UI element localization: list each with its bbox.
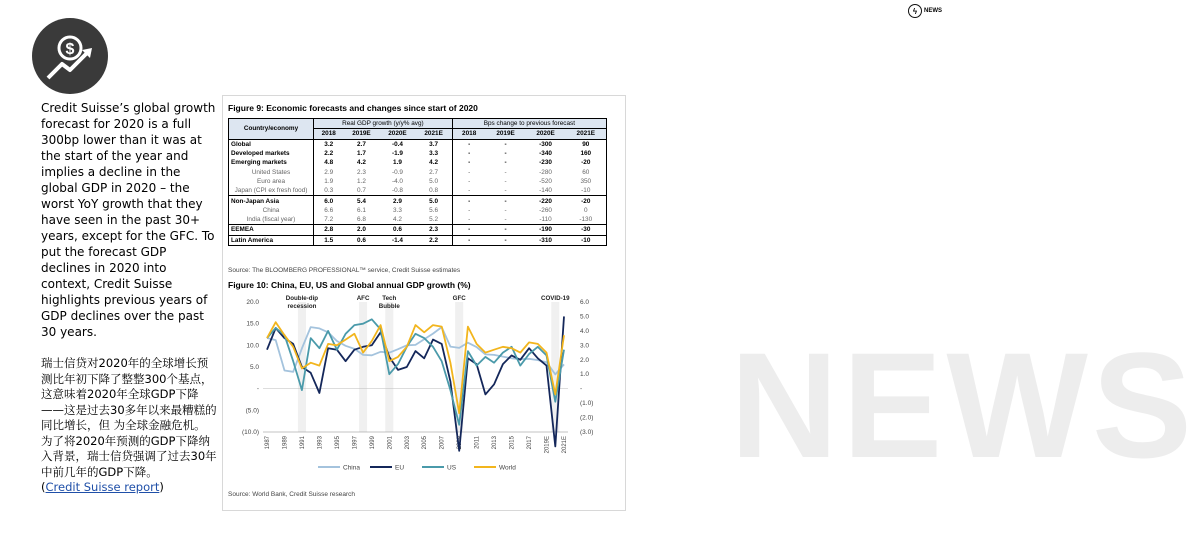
right-tick-label: 3.0	[580, 342, 590, 350]
table-cell: 350	[580, 177, 592, 185]
brand-logo[interactable]	[908, 4, 942, 18]
x-tick-label: 2003	[404, 436, 411, 450]
table-cell: 4.2	[429, 159, 439, 167]
table-cell: -	[452, 167, 485, 176]
table-cell: -140	[539, 187, 552, 195]
table-cell: 2.7	[429, 168, 439, 176]
table-cell: 160	[580, 150, 592, 158]
group-real-gdp: Real GDP growth (y/y% avg)	[314, 119, 453, 129]
table-cell: -260	[539, 206, 552, 214]
table-row	[229, 177, 607, 186]
x-tick-label: 1993	[317, 436, 324, 450]
table-cell: 5.0	[415, 196, 452, 206]
table-cell: -4.0	[391, 177, 403, 185]
table-cell: -1.9	[391, 150, 403, 158]
table-cell: -	[452, 158, 485, 167]
table-cell: 1.7	[357, 150, 366, 158]
table-cell: -	[452, 139, 485, 149]
table-cell: -	[486, 139, 526, 149]
table-row	[229, 167, 607, 176]
row-label: Emerging markets	[231, 159, 287, 167]
table-row	[229, 158, 607, 167]
table-cell: 7.2	[314, 215, 344, 225]
credit-suisse-report-link[interactable]: Credit Suisse report	[45, 480, 160, 494]
table-row	[229, 225, 607, 235]
left-tick-label: 10.0	[246, 342, 259, 350]
table-row	[229, 206, 607, 215]
table-cell: 5.6	[429, 206, 439, 214]
row-label: China	[262, 206, 280, 214]
table-cell: 5.4	[343, 196, 379, 206]
annotation-label: Double-dip	[285, 295, 319, 302]
group-bps-change: Bps change to previous forecast	[452, 119, 606, 129]
table-cell: -1.4	[379, 235, 415, 245]
brand-name: NEWS	[924, 8, 942, 14]
table-cell: -0.8	[391, 187, 403, 195]
table-cell: -220	[526, 196, 566, 206]
table-cell: 6.1	[357, 206, 366, 214]
x-tick-label: 1997	[352, 436, 359, 450]
table-cell: -300	[526, 139, 566, 149]
table-cell: -	[504, 159, 507, 167]
table-cell: -	[452, 235, 485, 245]
table-cell: -	[486, 235, 526, 245]
row-label: Non-Japan Asia	[229, 196, 314, 206]
watermark: NEWS	[730, 321, 1196, 489]
right-tick-label: (1.0)	[580, 400, 594, 408]
legend-label: US	[447, 464, 457, 472]
left-tick-label: 5.0	[249, 364, 259, 371]
table-title: Figure 9: Economic forecasts and changes since start of 2020	[228, 103, 478, 113]
table-row	[229, 186, 607, 196]
x-tick-label: 2011	[474, 436, 481, 449]
x-tick-label: 2007	[439, 436, 446, 450]
year-header: 2018	[314, 129, 344, 139]
right-tick-label: 1.0	[580, 371, 590, 379]
x-tick-label: 2019E	[544, 436, 551, 454]
table-cell: -10	[581, 187, 591, 195]
x-tick-label: 2015	[509, 436, 516, 450]
left-tick-label: 20.0	[246, 299, 259, 306]
table-cell: -	[504, 177, 507, 185]
table-cell: -	[452, 196, 485, 206]
gdp-chart	[223, 292, 625, 502]
right-tick-label: 6.0	[580, 299, 590, 306]
table-cell: -230	[539, 159, 552, 167]
table-cell: -	[452, 149, 485, 158]
table-cell: 2.2	[415, 235, 452, 245]
col-country: Country/economy	[243, 125, 299, 133]
right-tick-label: -	[580, 385, 583, 393]
table-cell: 0.6	[379, 225, 415, 235]
table-cell: 0.3	[314, 186, 344, 196]
left-tick-label: 15.0	[246, 320, 259, 328]
row-label: Global	[229, 139, 314, 149]
row-label: India (fiscal year)	[246, 216, 296, 224]
x-tick-label: 1999	[369, 436, 376, 450]
table-cell: 1.9	[393, 159, 402, 167]
legend-label: World	[499, 464, 516, 472]
table-cell: -	[452, 186, 485, 196]
forecast-table	[228, 118, 607, 246]
table-cell: 0.6	[343, 235, 379, 245]
table-cell: -20	[566, 196, 607, 206]
table-cell: 0.8	[429, 187, 439, 195]
table-cell: 2.0	[343, 225, 379, 235]
table-cell: 3.3	[429, 150, 439, 158]
table-cell: -	[486, 225, 526, 235]
commentary-zh-text: 瑞士信贷对2020年的全球增长预测比年初下降了整整300个基点，这意味着2020年全球GDP下降——这是过去30多年以来最糟糕的同比增长，但 为全球金融危机。 为了将2020年预测的GDP下降纳入背景，瑞士信贷强调了过去30年中前几年的GDP下降。	[41, 356, 217, 479]
year-header: 2019E	[352, 130, 371, 138]
annotation-label: GFC	[452, 295, 466, 302]
table-cell: 6.8	[357, 216, 366, 224]
commentary	[41, 100, 217, 496]
table-cell: 3.2	[314, 139, 344, 149]
x-tick-label: 2021E	[562, 436, 568, 454]
x-tick-label: 2009	[457, 436, 464, 450]
chart-title: Figure 10: China, EU, US and Global annual GDP growth (%)	[228, 280, 471, 290]
table-cell: -0.4	[379, 139, 415, 149]
table-cell: -30	[566, 225, 607, 235]
year-header: 2019E	[496, 130, 515, 138]
recession-band	[385, 302, 393, 432]
table-row	[229, 196, 607, 206]
table-row	[229, 139, 607, 149]
table-cell: -	[452, 177, 485, 186]
table-cell: -	[486, 196, 526, 206]
link-close-paren: )	[159, 480, 164, 494]
year-header: 2020E	[536, 130, 555, 138]
table-cell: -280	[539, 168, 552, 176]
table-cell: 0.7	[357, 187, 366, 195]
table-cell: -	[504, 216, 507, 224]
table-cell: -	[452, 206, 485, 215]
dollar-growth-icon	[32, 18, 108, 94]
series-line-world	[267, 322, 564, 413]
year-header: 2021E	[576, 130, 596, 138]
x-tick-label: 2017	[527, 436, 534, 450]
annotation-label: Bubble	[378, 303, 400, 310]
legend-label: China	[343, 464, 360, 472]
table-cell: -	[452, 225, 485, 235]
table-cell: 60	[582, 168, 590, 176]
figure-panel	[222, 95, 626, 511]
x-tick-label: 2001	[387, 436, 394, 450]
year-header: 2018	[452, 129, 485, 139]
year-header: 2020E	[388, 130, 407, 138]
annotation-label: COVID-19	[540, 295, 570, 302]
table-cell: 6.0	[314, 196, 344, 206]
right-tick-label: 2.0	[580, 356, 590, 364]
commentary-zh	[41, 356, 217, 496]
table-cell: 2.9	[379, 196, 415, 206]
table-cell: 4.2	[393, 216, 402, 224]
annotation-label: Tech	[382, 295, 397, 302]
table-cell: -10	[566, 235, 607, 245]
table-cell: -	[452, 215, 485, 225]
annotation-label: AFC	[356, 295, 370, 302]
table-cell: 4.2	[357, 159, 366, 167]
series-line-us	[267, 319, 564, 425]
table-cell: 2.8	[314, 225, 344, 235]
table-cell: -20	[581, 159, 591, 167]
left-tick-label: -	[256, 385, 259, 393]
table-row	[229, 149, 607, 158]
x-tick-label: 1989	[282, 436, 289, 450]
row-label: Japan (CPI ex fresh food)	[234, 187, 308, 195]
table-cell: -520	[539, 177, 552, 185]
table-cell: -	[504, 187, 507, 195]
row-label: United States	[251, 168, 291, 176]
table-cell: 4.8	[314, 158, 344, 167]
left-tick-label: (5.0)	[245, 407, 259, 415]
right-tick-label: 4.0	[580, 327, 590, 335]
row-label: Latin America	[229, 235, 314, 245]
table-cell: -0.9	[391, 168, 403, 176]
x-tick-label: 1995	[334, 436, 341, 450]
row-label: Euro area	[256, 177, 286, 185]
svg-text:$: $	[65, 41, 75, 58]
series-line-eu	[267, 316, 564, 450]
chart-source: Source: World Bank, Credit Suisse research	[228, 491, 356, 498]
lightning-icon: ϟ	[908, 4, 922, 18]
table-cell: 5.0	[429, 177, 439, 185]
table-cell: 6.6	[314, 206, 344, 215]
x-tick-label: 2013	[492, 436, 499, 450]
right-tick-label: (3.0)	[580, 429, 594, 436]
table-cell: -	[504, 206, 507, 214]
table-cell: 0	[584, 206, 588, 214]
table-cell: 2.7	[343, 139, 379, 149]
table-cell: 1.5	[314, 235, 344, 245]
table-cell: -110	[539, 216, 552, 224]
x-tick-label: 1987	[265, 436, 271, 450]
table-cell: 2.9	[314, 167, 344, 176]
table-cell: 5.2	[429, 216, 439, 224]
right-tick-label: 5.0	[580, 313, 590, 321]
table-cell: 2.2	[314, 149, 344, 158]
left-tick-label: (10.0)	[242, 429, 259, 436]
year-header: 2021E	[424, 130, 443, 138]
x-tick-label: 1991	[299, 436, 306, 450]
table-cell: 90	[566, 139, 607, 149]
table-cell: -340	[539, 150, 552, 158]
table-row	[229, 215, 607, 225]
table-cell: 1.9	[314, 177, 344, 186]
table-row	[229, 235, 607, 245]
row-label: EEMEA	[229, 225, 314, 235]
table-cell: 3.7	[415, 139, 452, 149]
table-cell: -310	[526, 235, 566, 245]
table-source: Source: The BLOOMBERG PROFESSIONAL™ service, Credit Suisse estimates	[228, 267, 461, 274]
x-tick-label: 2005	[422, 436, 429, 450]
table-cell: -190	[526, 225, 566, 235]
annotation-label: recession	[287, 303, 317, 310]
table-cell: -	[504, 168, 507, 176]
table-cell: 2.3	[415, 225, 452, 235]
table-cell: 1.2	[357, 177, 366, 185]
table-cell: 3.3	[393, 206, 402, 214]
link-open-paren: (	[41, 480, 46, 494]
table-cell: 2.3	[357, 168, 366, 176]
right-tick-label: (2.0)	[580, 414, 594, 422]
row-label: Developed markets	[231, 150, 290, 158]
table-cell: -130	[579, 216, 593, 224]
table-cell: -	[504, 150, 507, 158]
commentary-en: Credit Suisse’s global growth forecast for 2020 is a full 300bp lower than it was at the start of the year and implies a decline in the global GDP in 2020 – the worst YoY growth that they have seen in the past 30+ years, except for the GFC. To put the forecast GDP declines in 2020 into context, Credit Suisse highlights previous years of GDP declines over the past 30 years.	[41, 101, 216, 339]
legend-label: EU	[395, 464, 405, 472]
